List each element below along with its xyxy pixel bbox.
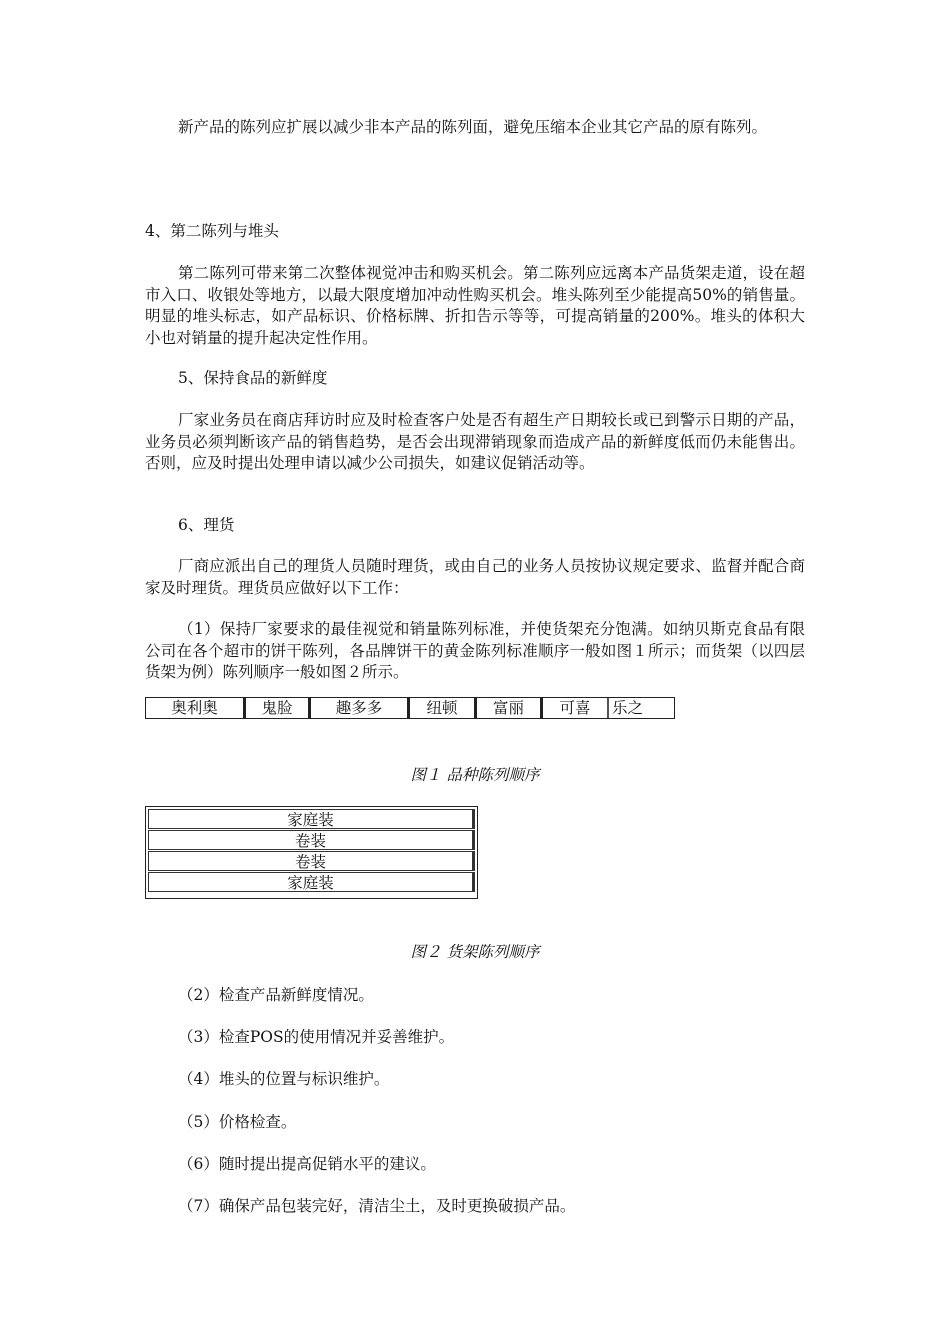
fig2-row: 卷装 bbox=[148, 851, 475, 871]
list-item: （7）确保产品包装完好，清洁尘土，及时更换破损产品。 bbox=[178, 1197, 576, 1215]
fig2-row: 家庭装 bbox=[148, 872, 475, 892]
paragraph-item-1: （1）保持厂家要求的最佳视觉和销量陈列标准，并使货架充分饱满。如纳贝斯克食品有限公司在各个超市的饼干陈列，各品牌饼干的黄金陈列标准顺序一般如图１所示；而货架（以四层货架为例）陈列顺序一般如图２所示。 bbox=[145, 620, 805, 681]
list-item: （2）检查产品新鲜度情况。 bbox=[178, 986, 374, 1004]
list-item: （6）随时提出提高促销水平的建议。 bbox=[178, 1155, 436, 1173]
list-item: （4）堆头的位置与标识维护。 bbox=[178, 1070, 390, 1088]
paragraph-section-5: 厂家业务员在商店拜访时应及时检查客户处是否有超生产日期较长或已到警示日期的产品，业务员必须判断该产品的销售趋势，是否会出现滞销现象而造成产品的新鲜度低而仍未能售出。否则，应及时提出处理申请以减少公司损失，如建议促销活动等。 bbox=[145, 411, 805, 472]
paragraph-section-6: 厂商应派出自己的理货人员随时理货，或由自己的业务人员按协议规定要求、监督并配合商家及时理货。理货员应做好以下工作： bbox=[145, 557, 805, 597]
heading-section-4: 4、第二陈列与堆头 bbox=[145, 222, 279, 240]
figure-1-caption: 图１ 品种陈列顺序 bbox=[410, 766, 540, 784]
fig1-cell: 奥利奥 bbox=[146, 698, 246, 718]
fig2-row: 家庭装 bbox=[148, 809, 475, 829]
fig1-cell: 富丽 bbox=[477, 698, 543, 718]
figure-1-product-order-table bbox=[145, 697, 675, 719]
figure-2-shelf-order-table bbox=[145, 806, 478, 899]
fig1-cell: 趣多多 bbox=[311, 698, 410, 718]
heading-section-5: 5、保持食品的新鲜度 bbox=[178, 369, 328, 387]
list-item: （3）检查POS的使用情况并妥善维护。 bbox=[178, 1028, 455, 1046]
paragraph-intro: 新产品的陈列应扩展以减少非本产品的陈列面，避免压缩本企业其它产品的原有陈列。 bbox=[178, 118, 768, 136]
fig1-cell: 可喜 bbox=[559, 699, 591, 717]
figure-2-caption: 图２ 货架陈列顺序 bbox=[410, 943, 540, 961]
fig1-cell: 乐之 bbox=[607, 698, 673, 718]
fig2-row: 卷装 bbox=[148, 830, 475, 850]
fig1-cell: 纽顿 bbox=[410, 698, 477, 718]
fig1-cell: 鬼脸 bbox=[246, 698, 311, 718]
heading-section-6: 6、理货 bbox=[178, 516, 235, 534]
paragraph-section-4: 第二陈列可带来第二次整体视觉冲击和购买机会。第二陈列应远离本产品货架走道，设在超市入口、收银处等地方，以最大限度增加冲动性购买机会。堆头陈列至少能提高50%的销售量。明显的堆头标志，如产品标识、价格标牌、折扣告示等等，可提高销量的200%。堆头的体积大小也对销量的提升起决定性作用。 bbox=[145, 264, 805, 347]
list-item: （5）价格检查。 bbox=[178, 1113, 297, 1131]
